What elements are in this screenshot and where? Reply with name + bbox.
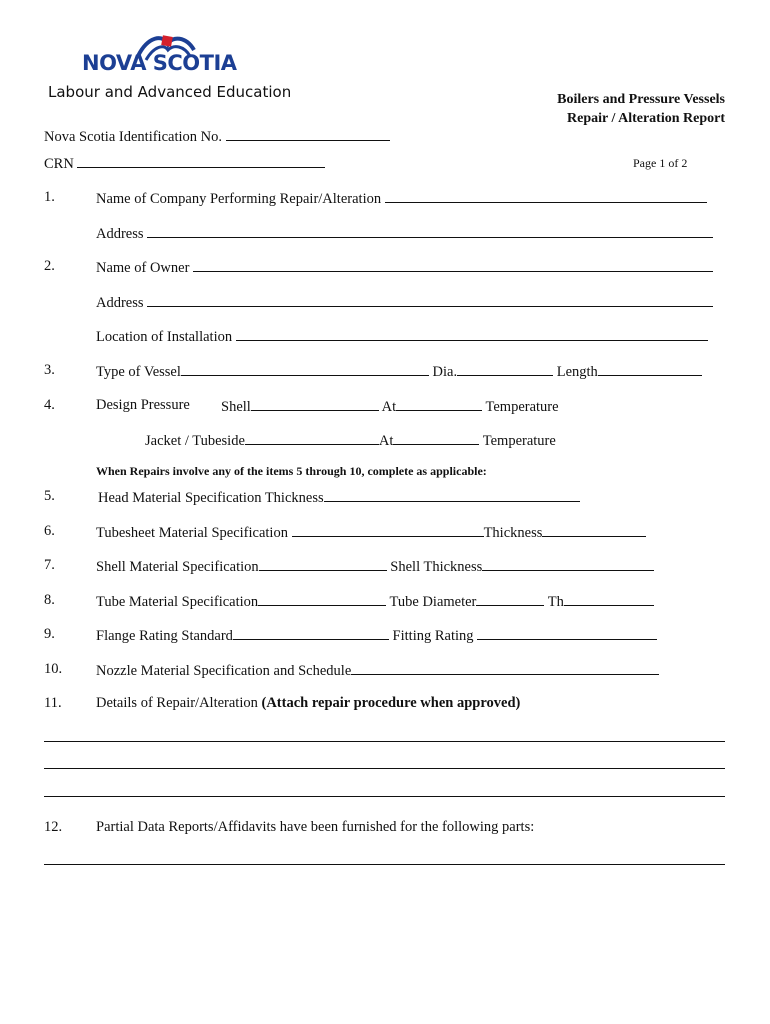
ns-id-field[interactable] <box>226 126 390 141</box>
flange-label: Flange Rating Standard <box>96 628 233 644</box>
owner-label: Name of Owner <box>96 260 190 276</box>
tube-diameter-field[interactable] <box>476 591 544 606</box>
shell-temp-field[interactable] <box>396 396 482 411</box>
flange-field[interactable] <box>233 625 389 640</box>
form-title-line1: Boilers and Pressure Vessels <box>557 92 725 107</box>
flange-row <box>96 625 657 645</box>
details-row <box>96 694 520 712</box>
head-label: Head Material Specification Thickness <box>98 490 324 506</box>
th-label: Th <box>547 594 564 610</box>
ns-id-label: Nova Scotia Identification No. <box>44 129 222 145</box>
item-number: 1. <box>44 189 55 205</box>
details-line-3[interactable] <box>44 796 725 797</box>
vessel-type-label: Type of Vessel <box>96 364 181 380</box>
location-field[interactable] <box>236 326 708 341</box>
item-number: 6. <box>44 523 55 539</box>
shell-pressure-row <box>221 396 559 416</box>
company-label: Name of Company Performing Repair/Alteration <box>96 191 382 207</box>
item-number: 10. <box>44 661 63 677</box>
jacket-label: Jacket / Tubeside <box>145 433 245 449</box>
tube-material-row <box>96 591 654 611</box>
item-number: 12. <box>44 819 63 835</box>
details-note: (Attach repair procedure when approved) <box>261 695 521 711</box>
dia-label: Dia. <box>432 364 458 380</box>
details-line-2[interactable] <box>44 768 725 769</box>
jacket-pressure-field[interactable] <box>245 430 379 445</box>
nozzle-field[interactable] <box>351 660 659 675</box>
item-number: 5. <box>44 488 55 504</box>
tube-diameter-label: Tube Diameter <box>389 594 477 610</box>
partial-label: Partial Data Reports/Affidavits have been furnished for the following parts: <box>96 819 535 835</box>
shell-thickness-label: Shell Thickness <box>390 559 483 575</box>
item-number: 2. <box>44 258 55 274</box>
nozzle-label: Nozzle Material Specification and Schedule <box>96 663 352 679</box>
tubesheet-row <box>96 522 646 542</box>
owner-address-label: Address <box>96 295 144 311</box>
partial-line-1[interactable] <box>44 864 725 865</box>
item-number: 7. <box>44 557 55 573</box>
crn-row <box>44 153 325 173</box>
department-name: Labour and Advanced Education <box>48 83 292 101</box>
at-label: At <box>381 399 397 415</box>
owner-row <box>96 257 713 277</box>
shell-material-field[interactable] <box>259 556 387 571</box>
shell-material-label: Shell Material Specification <box>96 559 259 575</box>
crn-label: CRN <box>44 156 74 172</box>
nozzle-row <box>96 660 659 680</box>
item-number: 4. <box>44 397 55 413</box>
logo <box>48 26 292 106</box>
th-field[interactable] <box>564 591 654 606</box>
head-field[interactable] <box>324 487 580 502</box>
form-title-line2: Repair / Alteration Report <box>567 111 725 126</box>
details-line-1[interactable] <box>44 741 725 742</box>
tube-material-field[interactable] <box>258 591 386 606</box>
crn-field[interactable] <box>77 153 325 168</box>
logo-wordmark: NOVA SCOTIA <box>82 51 237 75</box>
shell-thickness-field[interactable] <box>482 556 654 571</box>
length-label: Length <box>556 364 598 380</box>
at2-label: At <box>378 433 394 449</box>
length-field[interactable] <box>598 361 702 376</box>
tubesheet-field[interactable] <box>292 522 484 537</box>
location-row <box>96 326 708 346</box>
owner-address-field[interactable] <box>147 292 713 307</box>
jacket-temp-field[interactable] <box>393 430 479 445</box>
vessel-type-field[interactable] <box>181 361 429 376</box>
fitting-label: Fitting Rating <box>392 628 474 644</box>
item-number: 9. <box>44 626 55 642</box>
dia-field[interactable] <box>457 361 553 376</box>
tube-material-label: Tube Material Specification <box>96 594 259 610</box>
tubesheet-label: Tubesheet Material Specification <box>96 525 288 541</box>
tubesheet-thickness-field[interactable] <box>542 522 646 537</box>
item-number: 8. <box>44 592 55 608</box>
company-address-label: Address <box>96 226 144 242</box>
details-label: Details of Repair/Alteration <box>96 695 258 711</box>
instruction-text: When Repairs involve any of the items 5 through 10, complete as applicable: <box>96 464 487 478</box>
company-field[interactable] <box>385 188 707 203</box>
item-number: 11. <box>44 695 62 711</box>
tubesheet-thickness-label: Thickness <box>483 525 543 541</box>
page-number: Page 1 of 2 <box>633 156 688 170</box>
shell-pressure-field[interactable] <box>251 396 379 411</box>
owner-field[interactable] <box>193 257 713 272</box>
shell-label: Shell <box>221 399 251 415</box>
location-label: Location of Installation <box>96 329 233 345</box>
item-number: 3. <box>44 362 55 378</box>
shell-material-row <box>96 556 654 576</box>
jacket-row <box>145 430 556 450</box>
vessel-row <box>96 361 702 381</box>
company-address-row <box>96 223 713 243</box>
temperature2-label: Temperature <box>482 433 556 449</box>
temperature-label: Temperature <box>485 399 559 415</box>
form-title <box>557 90 725 128</box>
ns-id-row <box>44 126 390 146</box>
owner-address-row <box>96 292 713 312</box>
fitting-field[interactable] <box>477 625 657 640</box>
design-pressure-label: Design Pressure <box>96 397 190 413</box>
company-address-field[interactable] <box>147 223 713 238</box>
company-row <box>96 188 707 208</box>
head-row <box>98 487 580 507</box>
